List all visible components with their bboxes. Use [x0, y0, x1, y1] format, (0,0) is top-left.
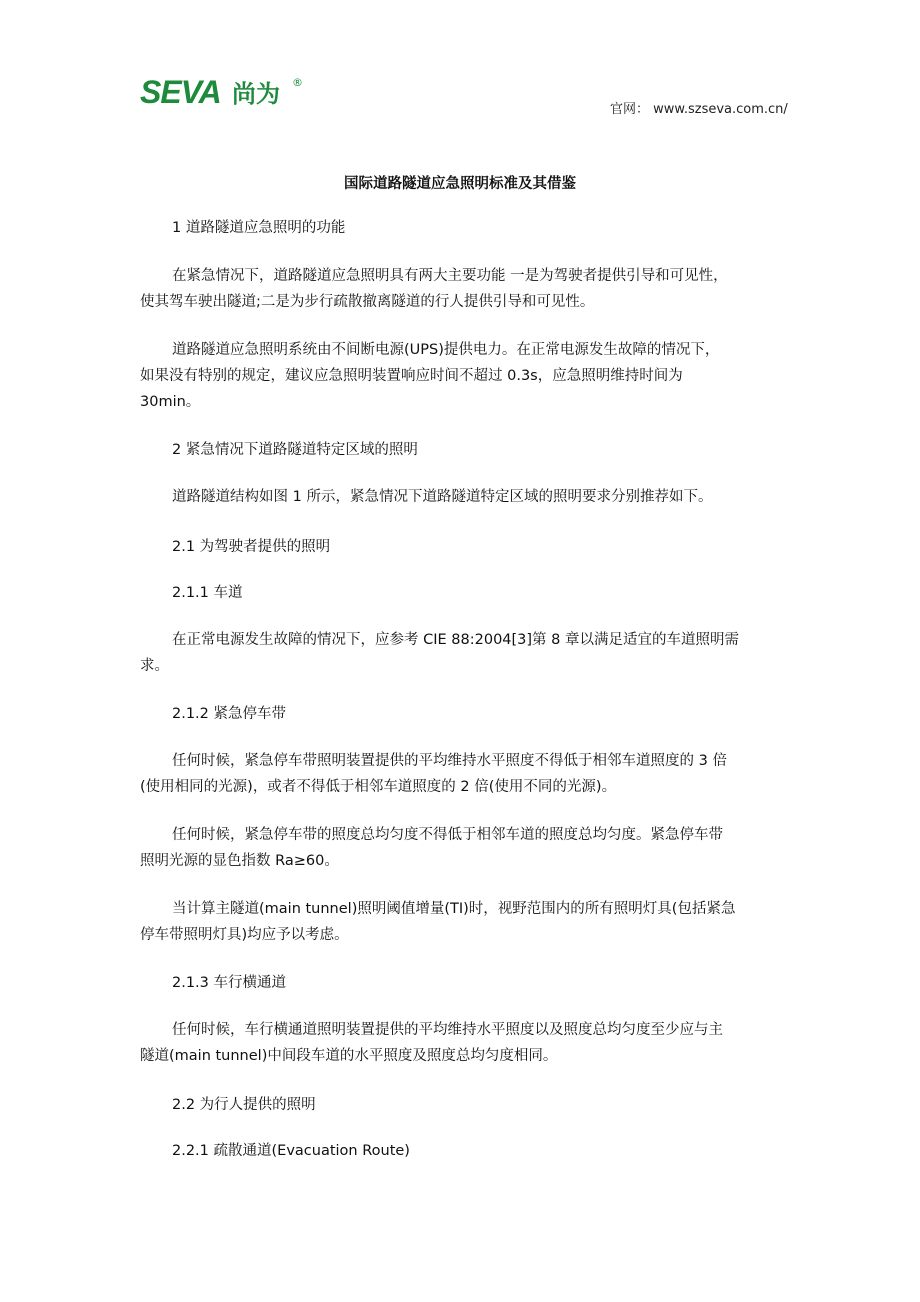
- paragraph-line: 如果没有特别的规定，建议应急照明装置响应时间不超过 0.3s，应急照明维持时间为: [140, 368, 683, 384]
- section-heading-2-1-1: 2.1.1 车道: [172, 585, 243, 601]
- section-heading-2: 2 紧急情况下道路隧道特定区域的照明: [172, 442, 418, 458]
- paragraph-line: (使用相同的光源)，或者不得低于相邻车道照度的 2 倍(使用不同的光源)。: [140, 779, 617, 795]
- paragraph-line: 任何时候，紧急停车带照明装置提供的平均维持水平照度不得低于相邻车道照度的 3 倍: [172, 753, 727, 769]
- section-heading-1: 1 道路隧道应急照明的功能: [172, 220, 346, 236]
- svg-text:尚为: 尚为: [232, 80, 280, 108]
- svg-text:SEVA: SEVA: [140, 74, 221, 108]
- paragraph-structure: [140, 484, 780, 510]
- document-title: 国际道路隧道应急照明标准及其借鉴: [344, 176, 576, 192]
- section-heading-2-1-2: 2.1.2 紧急停车带: [172, 706, 287, 722]
- paragraph-line: 30min。: [140, 394, 201, 410]
- paragraph-line: 道路隧道结构如图 1 所示，紧急情况下道路隧道特定区域的照明要求分别推荐如下。: [172, 489, 713, 505]
- paragraph-threshold-increment: [140, 896, 780, 948]
- paragraph-lane: [140, 627, 780, 679]
- seva-logo: [140, 74, 340, 108]
- paragraph-functions: [140, 263, 780, 315]
- paragraph-line: 在正常电源发生故障的情况下，应参考 CIE 88:2004[3]第 8 章以满足适宜的车道照明需: [172, 632, 739, 648]
- paragraph-line: 使其驾车驶出隧道;二是为步行疏散撤离隧道的行人提供引导和可见性。: [140, 294, 595, 310]
- paragraph-line: 求。: [140, 658, 169, 674]
- paragraph-line: 任何时候，车行横通道照明装置提供的平均维持水平照度以及照度总均匀度至少应与主: [172, 1022, 723, 1038]
- paragraph-ups: [140, 337, 780, 415]
- website-url: 官网： www.szseva.com.cn/: [610, 102, 788, 117]
- section-heading-2-2: 2.2 为行人提供的照明: [172, 1097, 316, 1113]
- paragraph-line: 道路隧道应急照明系统由不间断电源(UPS)提供电力。在正常电源发生故障的情况下，: [172, 342, 720, 358]
- paragraph-emergency-lay-by-2: [140, 822, 780, 874]
- paragraph-line: 在紧急情况下，道路隧道应急照明具有两大主要功能 一是为驾驶者提供引导和可见性，: [172, 268, 728, 284]
- paragraph-cross-passage: [140, 1017, 780, 1069]
- section-heading-2-2-1: 2.2.1 疏散通道(Evacuation Route): [172, 1143, 410, 1159]
- section-heading-2-1-3: 2.1.3 车行横通道: [172, 975, 287, 991]
- paragraph-line: 任何时候，紧急停车带的照度总均匀度不得低于相邻车道的照度总均匀度。紧急停车带: [172, 827, 723, 843]
- svg-text:®: ®: [292, 76, 303, 89]
- paragraph-line: 隧道(main tunnel)中间段车道的水平照度及照度总均匀度相同。: [140, 1048, 558, 1064]
- section-heading-2-1: 2.1 为驾驶者提供的照明: [172, 539, 331, 555]
- paragraph-line: 照明光源的显色指数 Ra≥60。: [140, 853, 339, 869]
- paragraph-emergency-lay-by-1: [140, 748, 780, 800]
- paragraph-line: 停车带照明灯具)均应予以考虑。: [140, 927, 349, 943]
- paragraph-line: 当计算主隧道(main tunnel)照明阈值增量(TI)时，视野范围内的所有照明灯具(包括紧急: [172, 901, 736, 917]
